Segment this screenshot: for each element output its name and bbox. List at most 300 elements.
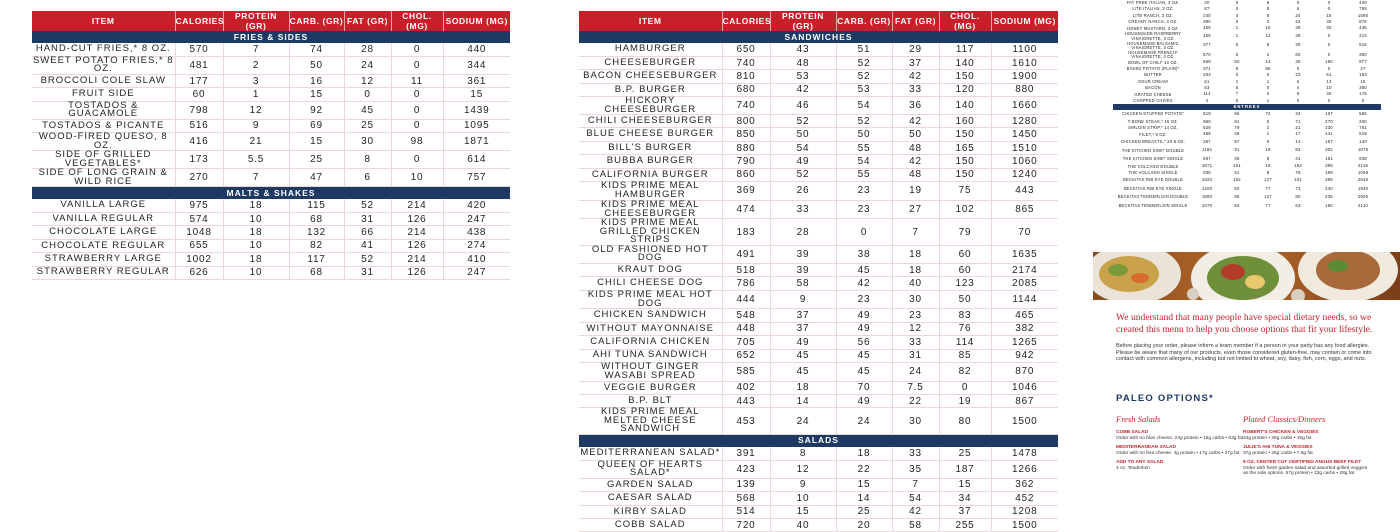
value-cell: 435	[1359, 25, 1367, 31]
value-cell: 2110	[1357, 202, 1369, 208]
value-cell: 91	[1234, 147, 1240, 153]
table-row	[1113, 32, 1381, 41]
value-cell: 3	[223, 74, 289, 87]
value-cell: 126	[391, 239, 443, 252]
table-row	[1113, 50, 1381, 59]
value-cell: 37	[939, 505, 991, 518]
entry-details: Order with no blue cheese. 24g protein • 16g carbs • 63g fat	[1116, 435, 1244, 441]
value-cell: 1200	[1201, 185, 1213, 191]
value-cell: 71	[1295, 118, 1301, 124]
value-cell: 568	[722, 492, 770, 505]
value-cell: 1500	[991, 408, 1058, 435]
value-cell: 1100	[991, 43, 1058, 56]
value-cell: 23	[1295, 72, 1301, 78]
value-cell: 20	[1204, 0, 1210, 5]
value-cell: 183	[1359, 72, 1367, 78]
item-name-cell: COBB SALAD	[579, 518, 722, 531]
value-cell: 452	[991, 492, 1058, 505]
item-name-cell: CHEESEBURGER	[579, 56, 722, 69]
value-cell: 0	[1235, 42, 1239, 48]
value-cell: 79	[1234, 125, 1240, 131]
value-cell: 26	[770, 182, 836, 201]
value-cell: 515	[1359, 42, 1367, 48]
plated-classics-title: Plated Classics/Dinners	[1243, 414, 1326, 424]
value-cell: 491	[722, 245, 770, 263]
value-cell: 810	[722, 70, 770, 83]
value-cell: 85	[1234, 194, 1240, 200]
value-cell: 18	[770, 381, 836, 394]
fries-malts-table	[32, 11, 510, 280]
item-name-cell: B.P. BLT	[579, 395, 722, 408]
value-cell: 8	[344, 151, 391, 169]
item-name-cell: BECKITAS TENDERLOIN DOUBLE	[1117, 194, 1189, 200]
value-cell: 1	[1266, 97, 1270, 103]
value-cell: 757	[443, 169, 510, 187]
value-cell: 880	[722, 141, 770, 154]
value-cell: 1450	[991, 128, 1058, 141]
item-name-cell: THE KITCHEN SINK* SINGLE	[1122, 156, 1184, 162]
value-cell: 76	[1295, 169, 1301, 175]
section-header-row	[579, 434, 1058, 447]
value-cell: 1510	[991, 141, 1058, 154]
value-cell: 63	[1204, 84, 1210, 90]
value-cell: 86	[1265, 65, 1271, 71]
middle-panel	[545, 0, 1093, 531]
value-cell: 12	[892, 322, 939, 335]
value-cell: 27	[1360, 65, 1366, 71]
value-cell: 410	[443, 253, 510, 266]
item-name-cell: BOWL OF CHILI* 10 OZ.	[1128, 59, 1178, 65]
table-row	[1113, 146, 1381, 155]
value-cell: 876	[1359, 19, 1367, 25]
value-cell: 49	[836, 309, 892, 322]
value-cell: 880	[991, 83, 1058, 96]
table-row	[579, 155, 1058, 168]
item-name-cell: BUTTER	[1144, 72, 1162, 78]
item-name-cell: T-BONE STEAK,* 16 OZ.	[1127, 118, 1179, 124]
value-cell: 19	[892, 182, 939, 201]
value-cell: 448	[722, 322, 770, 335]
item-name-cell: KIDS PRIME MEAL MELTED CHEESE SANDWICH	[579, 408, 722, 435]
value-cell: 30	[892, 408, 939, 435]
value-cell: 548	[722, 309, 770, 322]
value-cell: 1871	[443, 133, 510, 151]
value-cell: 25	[289, 151, 344, 169]
value-cell: 519	[1359, 131, 1367, 137]
item-name-cell: CHILI CHEESE DOG	[579, 277, 722, 290]
item-name-cell: CALIFORNIA BURGER	[579, 168, 722, 181]
value-cell: 720	[722, 518, 770, 531]
value-cell: 51	[836, 43, 892, 56]
value-cell: 18	[223, 199, 289, 212]
value-cell: 402	[722, 381, 770, 394]
value-cell: 1635	[991, 245, 1058, 263]
value-cell: 34	[939, 492, 991, 505]
value-cell: 150	[939, 155, 991, 168]
value-cell: 23	[836, 200, 892, 219]
value-cell: 120	[939, 83, 991, 96]
value-cell: 37	[892, 56, 939, 69]
value-cell: 2920	[1357, 194, 1369, 200]
value-cell: 12	[344, 74, 391, 87]
value-cell: 37	[770, 322, 836, 335]
item-name-cell: STRAWBERRY REGULAR	[32, 266, 175, 279]
table-row	[579, 381, 1058, 394]
value-cell: 101	[1294, 177, 1302, 183]
item-name-cell: FRUIT SIDE	[32, 88, 175, 101]
value-cell: 16	[289, 74, 344, 87]
value-cell: 377	[1203, 42, 1211, 48]
value-cell: 102	[1233, 177, 1241, 183]
item-name-cell: BILL'S BURGER	[579, 141, 722, 154]
value-cell: 1900	[991, 70, 1058, 83]
value-cell: 740	[722, 97, 770, 115]
table-row	[1113, 193, 1381, 202]
entry-name: JULIE'S AHI TUNA & VEGGIES	[1243, 445, 1313, 450]
value-cell: 54	[836, 155, 892, 168]
value-cell: 1	[1235, 78, 1239, 84]
value-cell: 14	[770, 395, 836, 408]
value-cell: 270	[175, 169, 223, 187]
value-cell: 597	[1203, 155, 1211, 161]
table-row	[579, 200, 1058, 219]
value-cell: 870	[991, 362, 1058, 381]
column-header: FAT (GR)	[344, 11, 391, 31]
value-cell: 13	[1326, 78, 1332, 84]
value-cell: 167	[1325, 111, 1333, 117]
item-name-cell: CAESAR SALAD	[579, 492, 722, 505]
value-cell: 42	[836, 277, 892, 290]
value-cell: 0	[1327, 42, 1331, 48]
section-header-row	[579, 31, 1058, 43]
value-cell: 15	[939, 478, 991, 491]
value-cell: 650	[722, 43, 770, 56]
value-cell: 17	[1295, 131, 1301, 137]
value-cell: 942	[991, 349, 1058, 362]
value-cell: 1871	[1201, 163, 1213, 169]
item-name-cell: TOSTADOS & PICANTE	[32, 119, 175, 132]
value-cell: 371	[1203, 65, 1211, 71]
value-cell: 860	[722, 168, 770, 181]
value-cell: 1478	[991, 447, 1058, 460]
column-header-row	[579, 11, 1058, 31]
value-cell: 680	[722, 83, 770, 96]
item-name-cell: FAT FREE ITALIAN, 3 OZ.	[1126, 0, 1180, 6]
value-cell: 76	[939, 322, 991, 335]
value-cell: 382	[991, 322, 1058, 335]
value-cell: 13	[1265, 59, 1271, 65]
value-cell: 1	[1235, 33, 1239, 39]
item-name-cell: VANILLA REGULAR	[32, 212, 175, 225]
value-cell: 19	[1265, 147, 1271, 153]
value-cell: 1	[1235, 25, 1239, 31]
value-cell: 0	[1235, 97, 1239, 103]
item-name-cell: SOUR CREAM	[1138, 78, 1168, 84]
value-cell: 2085	[991, 277, 1058, 290]
value-cell: 0	[1296, 0, 1300, 5]
table-row	[579, 128, 1058, 141]
value-cell: 361	[443, 74, 510, 87]
item-name-cell: THE VOLCANO SINGLE	[1128, 169, 1178, 175]
value-cell: 40	[892, 277, 939, 290]
value-cell: 247	[443, 212, 510, 225]
value-cell: 10	[223, 239, 289, 252]
value-cell: 24	[836, 408, 892, 435]
value-cell: 199	[1325, 169, 1333, 175]
value-cell: 12	[223, 101, 289, 119]
dressings-entrees-table	[1113, 0, 1381, 210]
item-name-cell: KIRBY SALAD	[579, 505, 722, 518]
section-header-row	[32, 187, 510, 200]
menu-entry	[1243, 445, 1371, 456]
value-cell: 420	[443, 199, 510, 212]
item-name-cell: HOUSEMADE FRENCH* VINAIGRETTE, 3 OZ.	[1128, 49, 1178, 59]
value-cell: 139	[722, 478, 770, 491]
table-row	[1113, 138, 1381, 147]
value-cell: 114	[939, 336, 991, 349]
table-row	[579, 263, 1058, 276]
column-header: PROTEIN (GR)	[770, 11, 836, 31]
value-cell: 0	[1266, 138, 1270, 144]
table-row	[32, 199, 510, 212]
value-cell: 416	[175, 133, 223, 151]
value-cell: 585	[722, 362, 770, 381]
value-cell: 1048	[175, 226, 223, 239]
column-header: CALORIES	[175, 11, 223, 31]
value-cell: 0	[1361, 97, 1365, 103]
value-cell: 50	[836, 128, 892, 141]
value-cell: 0	[1327, 65, 1331, 71]
value-cell: 60	[1295, 51, 1301, 57]
value-cell: 9	[1266, 155, 1270, 161]
value-cell: 1	[223, 88, 289, 101]
plated-classics-column	[1243, 414, 1371, 481]
item-name-cell: BECKITAS RIB EYE DOUBLE	[1123, 177, 1183, 183]
left-panel	[0, 0, 545, 500]
table-row	[579, 56, 1058, 69]
item-name-cell: HICKORY CHEESEBURGER	[579, 97, 722, 115]
value-cell: 54	[836, 97, 892, 115]
value-cell: 0	[1266, 72, 1270, 78]
value-cell: 45	[770, 349, 836, 362]
sandwiches-salads-table	[579, 11, 1058, 532]
item-name-cell: CHOCOLATE REGULAR	[32, 239, 175, 252]
value-cell: 0	[1235, 6, 1239, 12]
entry-details: Order with no feta cheese. 4g protein • 17g carbs • 27g fat	[1116, 450, 1240, 456]
value-cell: 140	[939, 56, 991, 69]
table-row	[1113, 155, 1381, 164]
value-cell: 24	[770, 408, 836, 435]
value-cell: 444	[722, 290, 770, 309]
value-cell: 39	[1295, 25, 1301, 31]
value-cell: 29	[892, 43, 939, 56]
table-row	[32, 133, 510, 151]
value-cell: 438	[443, 226, 510, 239]
item-name-cell: BLUE CHEESE BURGER	[579, 128, 722, 141]
section-header-row	[32, 31, 510, 43]
value-cell: 83	[939, 309, 991, 322]
value-cell: 10	[223, 266, 289, 279]
value-cell: 4	[1205, 97, 1209, 103]
item-name-cell: CHICKEN BREASTS,* 2X 5 OZ.	[1120, 139, 1186, 145]
item-name-cell: KIDS PRIME MEAL HOT DOG	[579, 290, 722, 309]
value-cell: 0	[391, 88, 443, 101]
value-cell: 1560	[1201, 194, 1213, 200]
column-header: CHOL. (MG)	[391, 11, 443, 31]
value-cell: 52	[836, 115, 892, 128]
value-cell: 52	[770, 168, 836, 181]
value-cell: 27	[892, 200, 939, 219]
table-row	[579, 460, 1058, 478]
value-cell: 45	[770, 362, 836, 381]
value-cell: 2118	[1357, 163, 1369, 169]
value-cell: 556	[1359, 111, 1367, 117]
value-cell: 1208	[991, 505, 1058, 518]
value-cell: 203	[1203, 72, 1211, 78]
value-cell: 62	[1234, 185, 1240, 191]
section-title: SALADS	[579, 434, 1058, 447]
value-cell: 15	[289, 88, 344, 101]
value-cell: 45	[836, 263, 892, 276]
value-cell: 60	[175, 88, 223, 101]
value-cell: 1184	[1201, 147, 1213, 153]
table-row	[579, 219, 1058, 246]
value-cell: 18	[1265, 163, 1271, 169]
value-cell: 18	[892, 245, 939, 263]
value-cell: 7	[892, 478, 939, 491]
value-cell: 5	[1266, 0, 1270, 5]
value-cell: 177	[175, 74, 223, 87]
value-cell: 1	[1266, 131, 1270, 137]
value-cell: 240	[1325, 185, 1333, 191]
value-cell: 30	[344, 133, 391, 151]
value-cell: 2	[1266, 125, 1270, 131]
value-cell: 960	[1203, 118, 1211, 124]
value-cell: 10	[1326, 84, 1332, 90]
value-cell: 48	[892, 168, 939, 181]
value-cell: 1876	[1357, 147, 1369, 153]
value-cell: 2640	[1357, 177, 1369, 183]
item-name-cell: BECKITAS RIB EYE SINGLE	[1124, 185, 1182, 191]
value-cell: 0	[1296, 65, 1300, 71]
column-header: ITEM	[32, 11, 175, 31]
value-cell: 42	[892, 115, 939, 128]
value-cell: 173	[175, 151, 223, 169]
value-cell: 7	[223, 43, 289, 56]
table-row	[579, 322, 1058, 335]
value-cell: 235	[1325, 194, 1333, 200]
item-name-cell: THE KITCHEN SINK* DOUBLE	[1121, 147, 1185, 153]
allergy-notice: Before placing your order, please inform a team member if a person in your party has any food allergies. Please be aware that many of our products, even those considered gluten-free, may contain or come into contact with common allergens, including but not limited to wheat, soy, dairy, fish, corn, eggs, and nuts.	[1116, 343, 1372, 362]
value-cell: 68	[289, 266, 344, 279]
entry-name: ADD TO ANY SALAD	[1116, 460, 1164, 465]
value-cell: 43	[770, 43, 836, 56]
value-cell: 127	[1264, 194, 1272, 200]
item-name-cell: SIDE OF GRILLED VEGETABLES*	[32, 151, 175, 169]
value-cell: 6	[1266, 12, 1270, 18]
table-row	[579, 478, 1058, 491]
value-cell: 6	[344, 169, 391, 187]
value-cell: 79	[939, 219, 991, 246]
value-cell: 514	[722, 505, 770, 518]
value-cell: 24	[1295, 12, 1301, 18]
value-cell: 41	[1295, 155, 1301, 161]
value-cell: 790	[722, 155, 770, 168]
value-cell: 240	[1203, 12, 1211, 18]
item-name-cell: HOUSEMADE RASPBERRY VINAIGRETTE, 3 OZ.	[1124, 31, 1182, 41]
value-cell: 0	[1327, 97, 1331, 103]
item-name-cell: HAMBURGER	[579, 43, 722, 56]
right-panel	[1093, 0, 1400, 500]
value-cell: 390	[1359, 84, 1367, 90]
item-name-cell: HAND-CUT FRIES,* 8 OZ.	[32, 43, 175, 56]
value-cell: 183	[722, 219, 770, 246]
table-row	[32, 239, 510, 252]
value-cell: 20	[836, 518, 892, 531]
value-cell: 132	[289, 226, 344, 239]
table-row	[579, 290, 1058, 309]
value-cell: 1280	[991, 115, 1058, 128]
value-cell: 52	[344, 199, 391, 212]
value-cell: 21	[1295, 125, 1301, 131]
value-cell: 80	[939, 408, 991, 435]
value-cell: 391	[722, 447, 770, 460]
table-row	[579, 245, 1058, 263]
value-cell: 61	[1326, 72, 1332, 78]
value-cell: 22	[836, 460, 892, 478]
table-row	[32, 74, 510, 87]
value-cell: 362	[991, 478, 1058, 491]
value-cell: 77	[1265, 202, 1271, 208]
entry-details: 4 oz. Tenderloin	[1116, 465, 1150, 471]
value-cell: 1059	[1357, 169, 1369, 175]
value-cell: 52	[836, 70, 892, 83]
value-cell: 23	[836, 182, 892, 201]
table-row	[579, 408, 1058, 435]
value-cell: 41	[344, 239, 391, 252]
item-name-cell: HONEY MUSTARD, 3 OZ.	[1126, 25, 1180, 31]
value-cell: 399	[1325, 163, 1333, 169]
item-name-cell: BAKED POTATO (PLAIN)*	[1126, 66, 1180, 71]
value-cell: 14	[1295, 138, 1301, 144]
value-cell: 45	[836, 349, 892, 362]
value-cell: 63	[1295, 202, 1301, 208]
value-cell: 570	[1203, 51, 1211, 57]
item-name-cell: CHICKEN SANDWICH	[579, 309, 722, 322]
value-cell: 55	[836, 141, 892, 154]
table-row	[32, 151, 510, 169]
value-cell: 8	[770, 447, 836, 460]
table-row	[579, 70, 1058, 83]
value-cell: 358	[1203, 131, 1211, 137]
item-name-cell: QUEEN OF HEARTS SALAD*	[579, 460, 722, 478]
item-name-cell: CALIFORNIA CHICKEN	[579, 336, 722, 349]
table-row	[32, 212, 510, 225]
value-cell: 160	[939, 115, 991, 128]
value-cell: 850	[722, 128, 770, 141]
value-cell: 22	[892, 395, 939, 408]
value-cell: 72	[1265, 111, 1271, 117]
value-cell: 344	[443, 56, 510, 74]
item-name-cell: HOUSEMADE BALSAMIC VINAIGRETTE, 3 OZ.	[1127, 40, 1179, 50]
value-cell: 0	[1296, 97, 1300, 103]
item-name-cell: KIDS PRIME MEAL CHEESEBURGER	[579, 200, 722, 219]
value-cell: 369	[722, 182, 770, 201]
fresh-salads-title: Fresh Salads	[1116, 414, 1161, 424]
column-header: CALORIES	[722, 11, 770, 31]
value-cell: 10	[223, 212, 289, 225]
entry-name: 8 OZ. CENTER CUT CERTIFIED ANGUS BEEF FILET	[1243, 460, 1362, 465]
